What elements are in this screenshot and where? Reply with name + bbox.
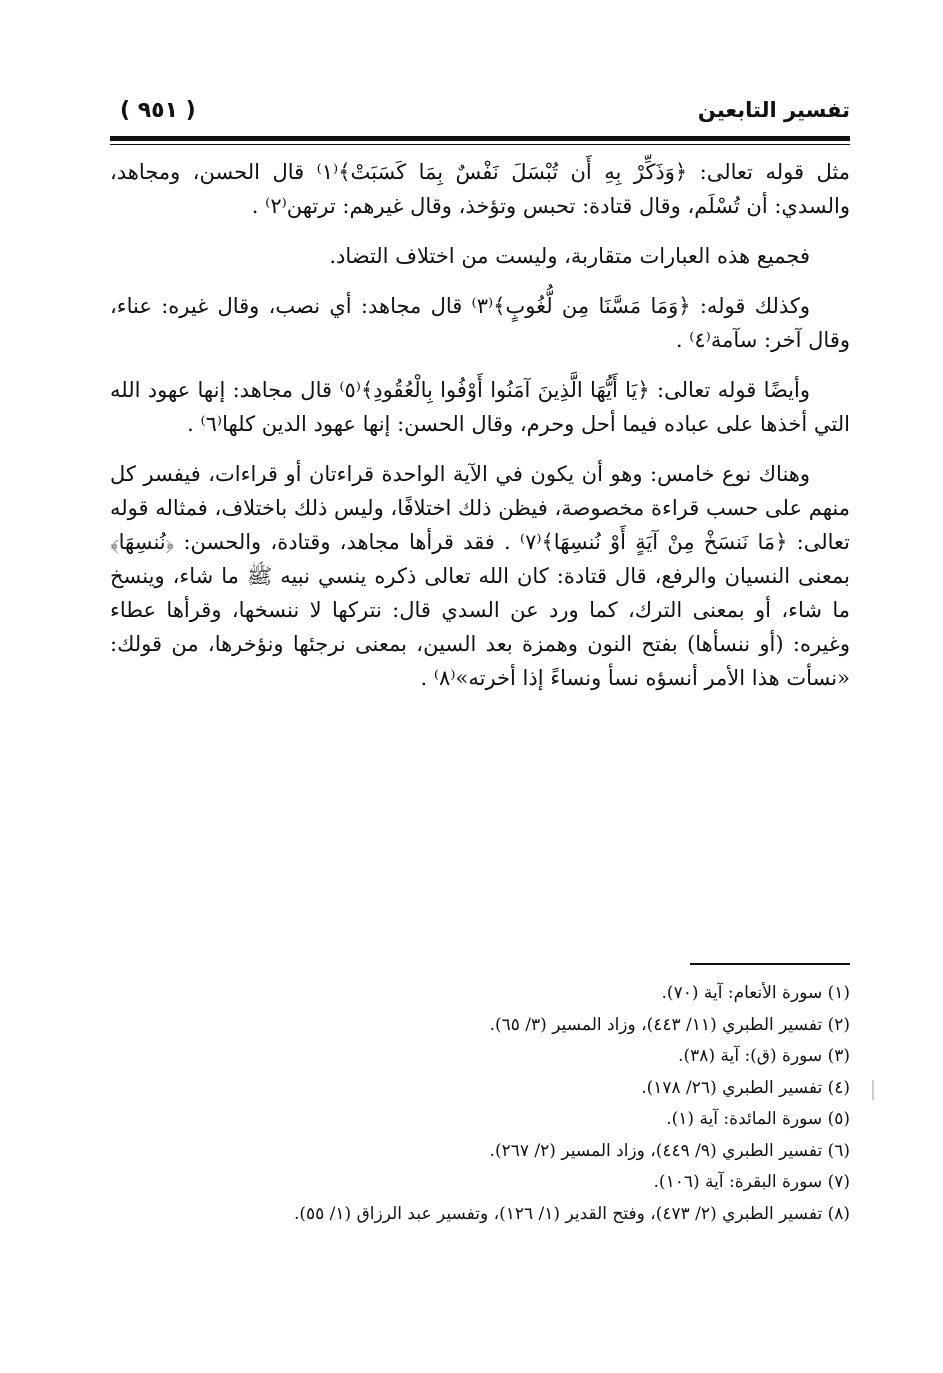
header-rule-thick: [110, 136, 850, 141]
body-text: [110, 155, 850, 695]
scan-margin-mark: [872, 1080, 874, 1100]
footnote: (١) سورة الأنعام: آية (٧٠).: [661, 983, 850, 1003]
footnote: (٤) تفسير الطبري (٢٦/ ١٧٨).: [641, 1077, 850, 1098]
footnote-separator: [690, 963, 850, 965]
running-title: تفسير التابعين: [697, 98, 850, 122]
paragraph: وكذلك قوله: ﴿وَمَا مَسَّنَا مِن لُّغُوبٍ﴾⁽٣⁾ قال مجاهد: أي نصب، وقال غيره: عناء، وقال آخر: سآمة⁽٤⁾ .: [110, 294, 850, 352]
footnote: (٥) سورة المائدة: آية (١).: [666, 1109, 850, 1129]
page-header: [110, 92, 850, 132]
paragraph: فجميع هذه العبارات متقاربة، وليست من اختلاف التضاد.: [329, 244, 810, 268]
paragraph: وأيضًا قوله تعالى: ﴿يَا أَيُّهَا الَّذِينَ آمَنُوا أَوْفُوا بِالْعُقُودِ﴾⁽٥⁾ قال مجاهد: إنها عهود الله التي أخذها على عباده فيما أحل وحرم، وقال الحسن: إنها عهود الدين كلها⁽٦⁾ .: [110, 378, 850, 436]
footnote: (٦) تفسير الطبري (٩/ ٤٤٩)، وزاد المسير (٢/ ٢٦٧).: [489, 1140, 850, 1161]
paragraph: وهناك نوع خامس: وهو أن يكون في الآية الواحدة قراءتان أو قراءات، فيفسر كل منهم على حسب قراءة مخصوصة، فيظن ذلك اختلافًا، وليس ذلك باختلاف، فمثاله قوله تعالى: ﴿مَا نَنسَخْ مِنْ آيَةٍ أَوْ نُنسِهَا﴾⁽٧⁾ . فقد قرأها مجاهد، وقتادة، والحسن: ﴿نُنسِهَا﴾ بمعنى النسيان والرفع، قال قتادة: كان الله تعالى ذكره ينسي نبيه ﷺ ما شاء، وينسخ ما شاء، أو بمعنى الترك، كما ورد عن السدي قال: نتركها لا ننسخها، وقرأها عطاء وغيره: (أو ننسأها) بفتح النون وهمزة بعد السين، بمعنى نرجئها ونؤخرها، من قولك: «نسأت هذا الأمر أنسؤه نسأ ونساءً إذا أخرته»⁽٨⁾ .: [110, 462, 850, 690]
page-number: ( ٩٥١ ): [120, 98, 196, 123]
footnote: (٣) سورة (ق): آية (٣٨).: [678, 1046, 850, 1066]
header-rule-thin: [110, 144, 850, 145]
paragraph: مثل قوله تعالى: ﴿وَذَكِّرْ بِهِ أَن تُبْسَلَ نَفْسٌ بِمَا كَسَبَتْ﴾⁽١⁾ قال الحسن، ومجاهد، والسدي: أن تُسْلَم، وقال قتادة: تحبس وتؤخذ، وقال غيرهم: ترتهن⁽٢⁾ .: [110, 160, 850, 218]
footnote: (٧) سورة البقرة: آية (١٠٦).: [653, 1172, 850, 1192]
footnote: (٢) تفسير الطبري (١١/ ٤٤٣)، وزاد المسير (٣/ ٦٥).: [489, 1014, 850, 1035]
footnote: (٨) تفسير الطبري (٢/ ٤٧٣)، وفتح القدير (١/ ١٢٦)، وتفسير عبد الرزاق (١/ ٥٥).: [293, 1203, 850, 1224]
footnotes: [110, 978, 850, 1230]
